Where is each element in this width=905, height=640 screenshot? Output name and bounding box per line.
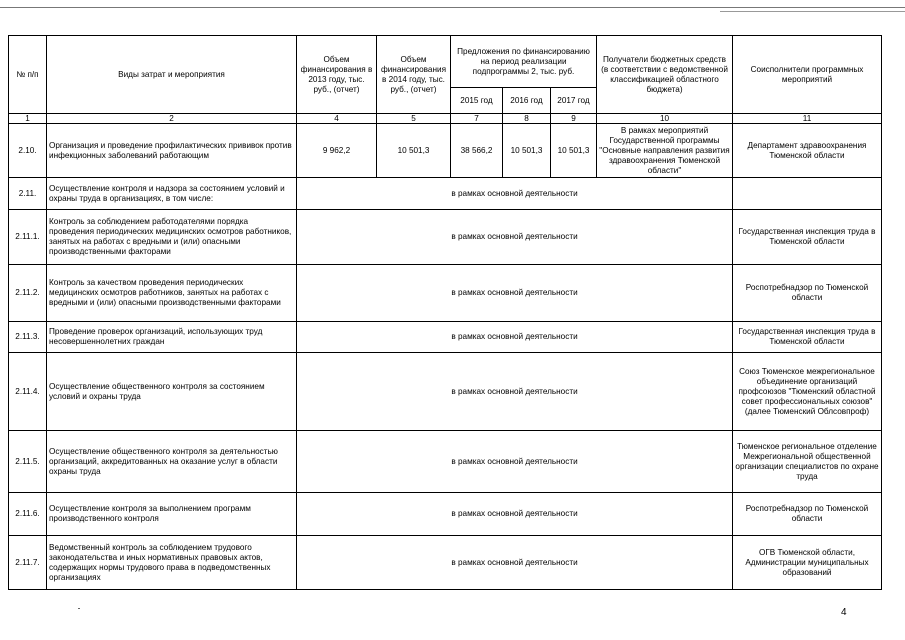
table-row [9, 210, 882, 265]
merged-activity-cell: в рамках основной деятельности [297, 210, 733, 265]
scan-speck [78, 608, 80, 609]
row-text: Осуществление общественного контроля за деятельностью организаций, аккредитованных на оказание услуг в области охраны труда [47, 431, 297, 493]
merged-activity-cell: в рамках основной деятельности [297, 322, 733, 353]
value-2016: 10 501,3 [503, 124, 551, 178]
merged-activity-cell: в рамках основной деятельности [297, 536, 733, 590]
row-num: 2.11.1. [9, 210, 47, 265]
header-2014: Объем финансирования в 2014 году, тыс. руб., (отчет) [377, 36, 451, 114]
colnum: 9 [551, 114, 597, 124]
table-row [9, 431, 882, 493]
table-row [9, 178, 882, 210]
top-rule-right [720, 11, 905, 12]
row-text: Ведомственный контроль за соблюдением трудового законодательства и иных нормативных правовых актов, содержащих нормы трудового права в подведомственных организациях [47, 536, 297, 590]
header-proposals: Предложения по финансированию на период реализации подпрограммы 2, тыс. руб. [451, 36, 597, 88]
value-2013: 9 962,2 [297, 124, 377, 178]
value-2014: 10 501,3 [377, 124, 451, 178]
row-num: 2.11.3. [9, 322, 47, 353]
merged-activity-cell: в рамках основной деятельности [297, 353, 733, 431]
row-text: Проведение проверок организаций, использующих труд несовершеннолетних граждан [47, 322, 297, 353]
row-num: 2.11. [9, 178, 47, 210]
coexecutor-cell: Роспотребнадзор по Тюменской области [733, 265, 882, 322]
row-text: Осуществление контроля и надзора за состоянием условий и охраны труда в организациях, в том числе: [47, 178, 297, 210]
value-2017: 10 501,3 [551, 124, 597, 178]
row-num: 2.11.2. [9, 265, 47, 322]
program-table [8, 35, 882, 590]
merged-activity-cell: в рамках основной деятельности [297, 493, 733, 536]
coexecutor-cell: Государственная инспекция труда в Тюменской области [733, 210, 882, 265]
header-2015: 2015 год [451, 88, 503, 114]
colnum: 1 [9, 114, 47, 124]
coexecutor-cell: Союз Тюменское межрегиональное объединение организаций профсоюзов "Тюменский областной совет профессиональных союзов" (далее Тюменский Облсовпроф) [733, 353, 882, 431]
colnum: 5 [377, 114, 451, 124]
header-row [9, 36, 882, 88]
header-kinds: Виды затрат и мероприятия [47, 36, 297, 114]
recipient-cell: В рамках мероприятий Государственной программы "Основные направления развития здравоохранения Тюменской области" [597, 124, 733, 178]
row-num: 2.11.6. [9, 493, 47, 536]
colnum: 10 [597, 114, 733, 124]
colnum: 11 [733, 114, 882, 124]
page-number: 4 [841, 607, 847, 618]
coexecutor-cell: Тюменское региональное отделение Межрегиональной общественной организации специалистов по охране труда [733, 431, 882, 493]
row-text: Контроль за соблюдением работодателями порядка проведения периодических медицинских осмотров работников, занятых на работах с вредными и (или) опасными производственными факторами [47, 210, 297, 265]
table-row [9, 493, 882, 536]
row-text: Организация и проведение профилактических прививок против инфекционных заболеваний работающим [47, 124, 297, 178]
header-coexecutors: Соисполнители программных мероприятий [733, 36, 882, 114]
colnum: 8 [503, 114, 551, 124]
coexecutor-cell [733, 178, 882, 210]
top-rule [0, 7, 905, 8]
coexecutor-cell: ОГВ Тюменской области, Администрации муниципальных образований [733, 536, 882, 590]
coexecutor-cell: Государственная инспекция труда в Тюменской области [733, 322, 882, 353]
merged-activity-cell: в рамках основной деятельности [297, 265, 733, 322]
header-num: № п/п [9, 36, 47, 114]
coexecutor-cell: Департамент здравоохранения Тюменской области [733, 124, 882, 178]
table-row [9, 353, 882, 431]
row-num: 2.10. [9, 124, 47, 178]
header-2013: Объем финансирования в 2013 году, тыс. руб., (отчет) [297, 36, 377, 114]
header-2016: 2016 год [503, 88, 551, 114]
coexecutor-cell: Роспотребнадзор по Тюменской области [733, 493, 882, 536]
colnum: 7 [451, 114, 503, 124]
column-number-row [9, 114, 882, 124]
row-text: Осуществление контроля за выполнением программ производственного контроля [47, 493, 297, 536]
row-text: Контроль за качеством проведения периодических медицинских осмотров работников, занятых на работах с вредными и (или) опасными производственными факторами [47, 265, 297, 322]
merged-activity-cell: в рамках основной деятельности [297, 178, 733, 210]
table-row [9, 265, 882, 322]
row-num: 2.11.7. [9, 536, 47, 590]
row-num: 2.11.4. [9, 353, 47, 431]
header-recipients: Получатели бюджетных средств (в соответствии с ведомственной классификацией областного бюджета) [597, 36, 733, 114]
row-text: Осуществление общественного контроля за состоянием условий и охраны труда [47, 353, 297, 431]
value-2015: 38 566,2 [451, 124, 503, 178]
table-row [9, 536, 882, 590]
header-2017: 2017 год [551, 88, 597, 114]
table-row [9, 322, 882, 353]
merged-activity-cell: в рамках основной деятельности [297, 431, 733, 493]
colnum: 4 [297, 114, 377, 124]
colnum: 2 [47, 114, 297, 124]
row-num: 2.11.5. [9, 431, 47, 493]
table-row [9, 124, 882, 178]
